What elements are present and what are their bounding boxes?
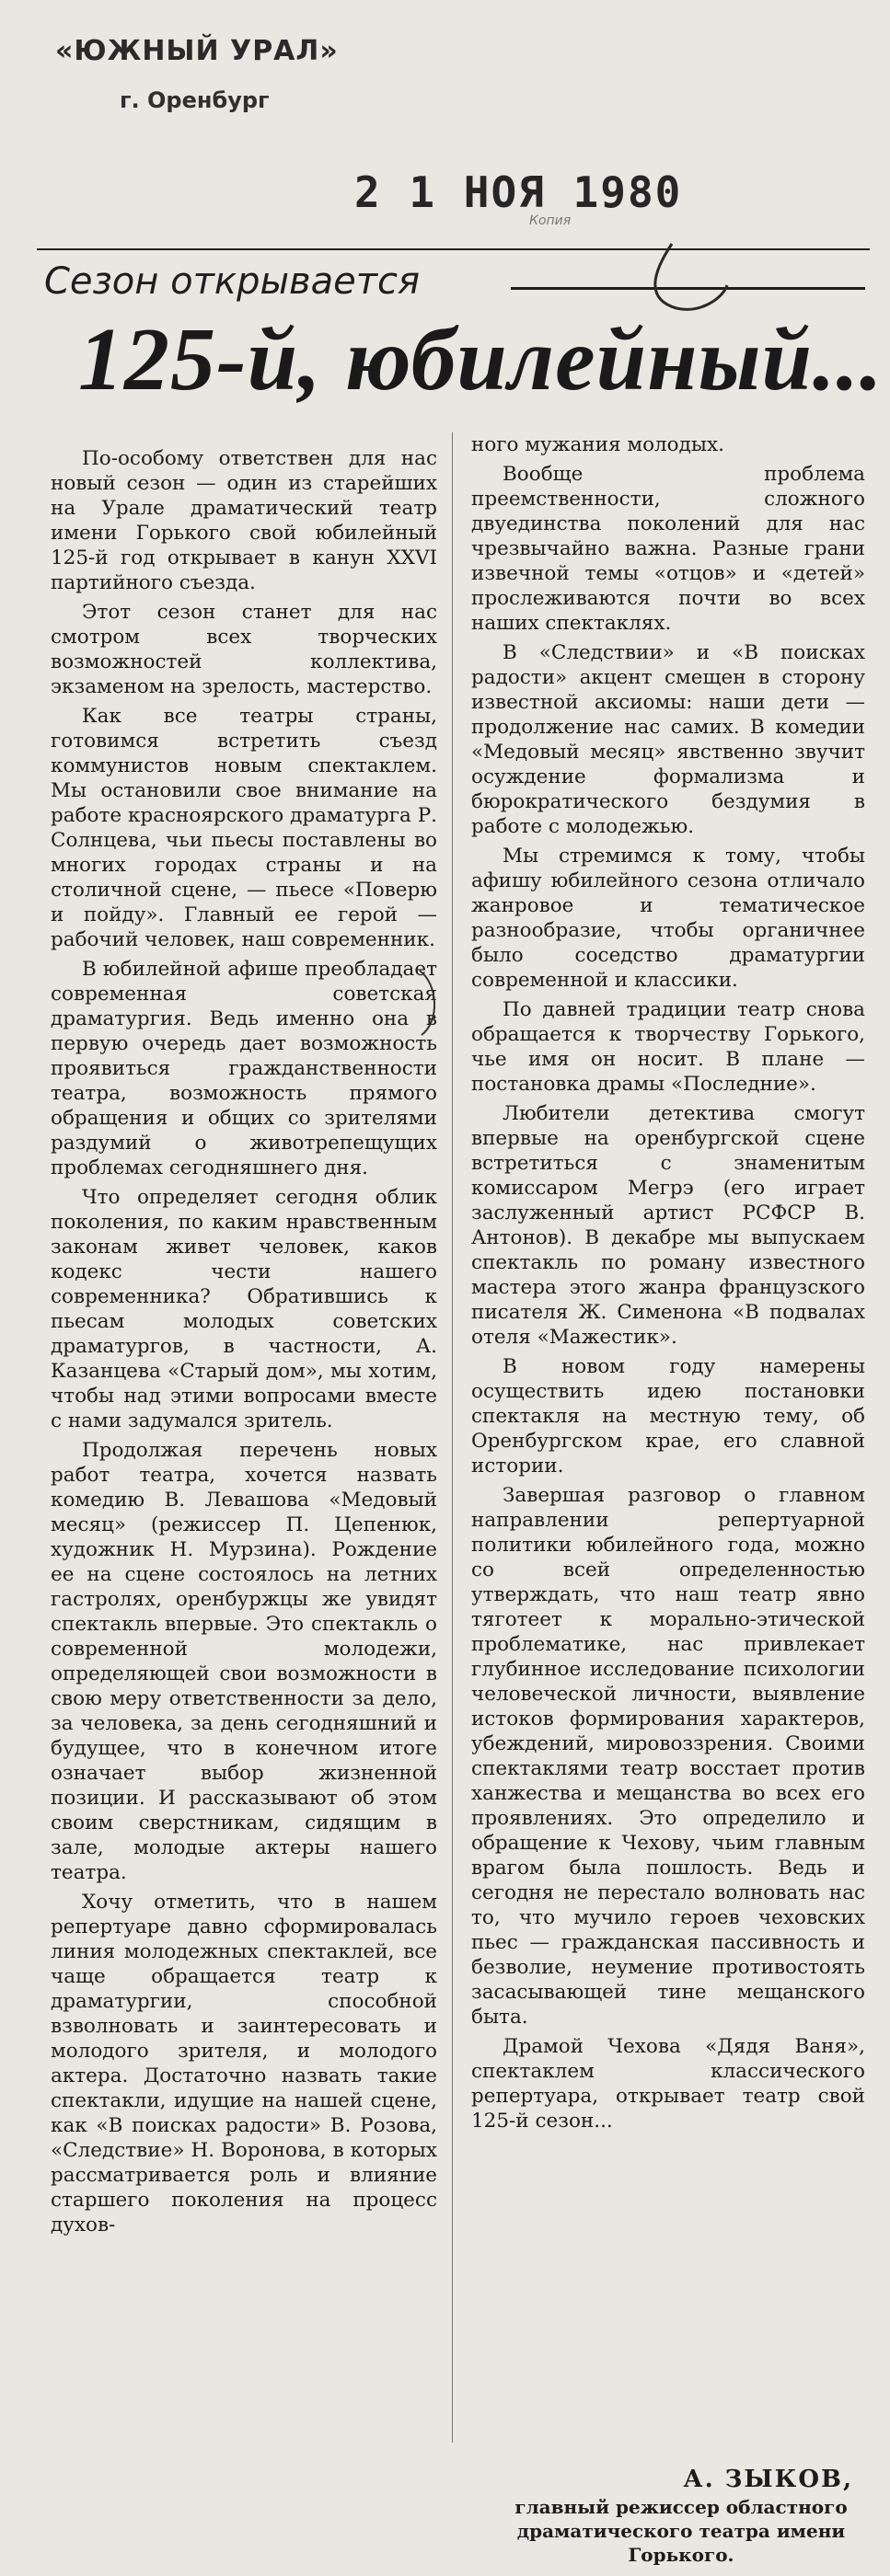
paragraph: Завершая разговор о главном направлении репертуарной политики юбилейного года, можно со всей определенностью утверждать, что наш театр явно тяготеет к морально-этической проблематике, нас привлекает глубинное исследование психологии человеческой личности, выявление истоков формирования характеров, убеждений, мировоззрения. Своими спектаклями театр восстает против ханжества и мещанства во всех его проявлениях. Это определило и обращение к Чехову, чьим главным врагом была пошлость. Ведь и сегодня не перестало волновать нас то, что мучило героев чеховских пьес — гражданская пассивность и безволие, неумение противостоять засасывающей тине мещанского быта. [471, 1484, 865, 2029]
newspaper-city: г. Оренбург [120, 87, 270, 113]
paragraph: Хочу отметить, что в нашем репертуаре давно сформировалась линия молодежных спектаклей, все чаще обращается театр к драматургии, способной взволновать и заинтересовать и молодого зрителя, и молодого актера. Достаточно назвать такие спектакли, идущие на нашей сцене, как «В поисках радости» В. Розова, «Следствие» Н. Воронова, в которых рассматривается роль и влияние старшего поколения на процесс духов- [51, 1891, 437, 2237]
paragraph: Как все театры страны, готовимся встретить съезд коммунистов новым спектаклем. Мы остановили свое внимание на работе красноярского драматурга Р. Солнцева, чьи пьесы поставлены во многих городах страны и на столичной сцене, — пьесе «Поверю и пойду». Главный ее герой — рабочий человек, наш современник. [51, 705, 437, 951]
top-rule [37, 248, 870, 250]
right-column [471, 432, 865, 2138]
paragraph: Драмой Чехова «Дядя Ваня», спектаклем классического репертуара, открывает театр свой 125-й сезон... [471, 2035, 865, 2133]
author-title: главный режиссер областного драматического театра имени Горького. [514, 2496, 848, 2566]
paragraph: Мы стремимся к тому, чтобы афишу юбилейного сезона отличало жанровое и тематическое разнообразие, чтобы органичнее было соседство драматургии современной и классики. [471, 845, 865, 992]
paragraph: Любители детектива смогут впервые на оренбургской сцене встретиться с знаменитым комиссаром Мегрэ (его играет заслуженный артист РСФСР В. Антонов). В декабре мы выпускаем спектакль по роману известного мастера этого жанра французского писателя Ж. Сименона «В подвалах отеля «Мажестик». [471, 1102, 865, 1349]
paragraph: В «Следствии» и «В поисках радости» акцент смещен в сторону известной аксиомы: наши дети — продолжение нас самих. В комедии «Медовый месяц» явственно звучит осуждение формализма и бюрократического бездумия в работе с молодежью. [471, 641, 865, 838]
newspaper-name: «ЮЖНЫЙ УРАЛ» [55, 35, 339, 67]
pen-mark-icon [635, 235, 736, 317]
paragraph: По-особому ответствен для нас новый сезон — один из старейших на Урале драматический театр имени Горького свой юбилейный 125-й год открывает в канун XXVI партийного съезда. [51, 447, 437, 594]
paragraph: В юбилейной афише преобладает современная советская драматургия. Ведь именно она в первую очередь дает возможность проявиться гражданственности театра, возможность прямого обращения и общих со зрителями раздумий о животрепещущих проблемах сегодняшнего дня. [51, 958, 437, 1179]
paragraph: Что определяет сегодня облик поколения, по каким нравственным законам живет человек, каков кодекс чести нашего современника? Обратившись к пьесам молодых советских драматургов, в частности, А. Казанцева «Старый дом», мы хотим, чтобы над этими вопросами вместе с нами задумался зритель. [51, 1186, 437, 1432]
date-stamp: 2 1 НОЯ 1980 [354, 167, 683, 217]
margin-bracket-icon [412, 966, 449, 1040]
handwritten-note: Копия [529, 213, 572, 228]
column-divider [452, 432, 453, 2443]
author-signature: А. ЗЫКОВ, [683, 2466, 853, 2493]
paragraph: Этот сезон станет для нас смотром всех творческих возможностей коллектива, экзаменом на зрелость, мастерство. [51, 601, 437, 698]
paragraph: По давней традиции театр снова обращается к творчеству Горького, чье имя он носит. В плане — постановка драмы «Последние». [471, 998, 865, 1096]
paragraph: В новом году намерены осуществить идею постановки спектакля на местную тему, об Оренбургском крае, его славной истории. [471, 1355, 865, 1478]
paragraph: ного мужания молодых. [471, 433, 724, 456]
paragraph: Вообще проблема преемственности, сложного двуединства поколений для нас чрезвычайно важна. Разные грани извечной темы «отцов» и «детей» прослеживаются почти во всех наших спектаклях. [471, 463, 865, 635]
paragraph: Продолжая перечень новых работ театра, хочется назвать комедию В. Левашова «Медовый месяц» (режиссер П. Цепенюк, художник Н. Мурзина). Рождение ее на сцене состоялось на летних гастролях, оренбуржцы же увидят спектакль впервые. Это спектакль о современной молодежи, определяющей свои возможности в свою меру ответственности за дело, за человека, за день сегодняшний и будущее, что в конечном итоге означает выбор жизненной позиции. И рассказывают об этом своим сверстникам, сидящим в зале, молодые актеры нашего театра. [51, 1439, 437, 1884]
left-column [51, 446, 437, 2242]
rubric: Сезон открывается [44, 260, 421, 303]
headline: 125-й, юбилейный... [78, 310, 884, 409]
